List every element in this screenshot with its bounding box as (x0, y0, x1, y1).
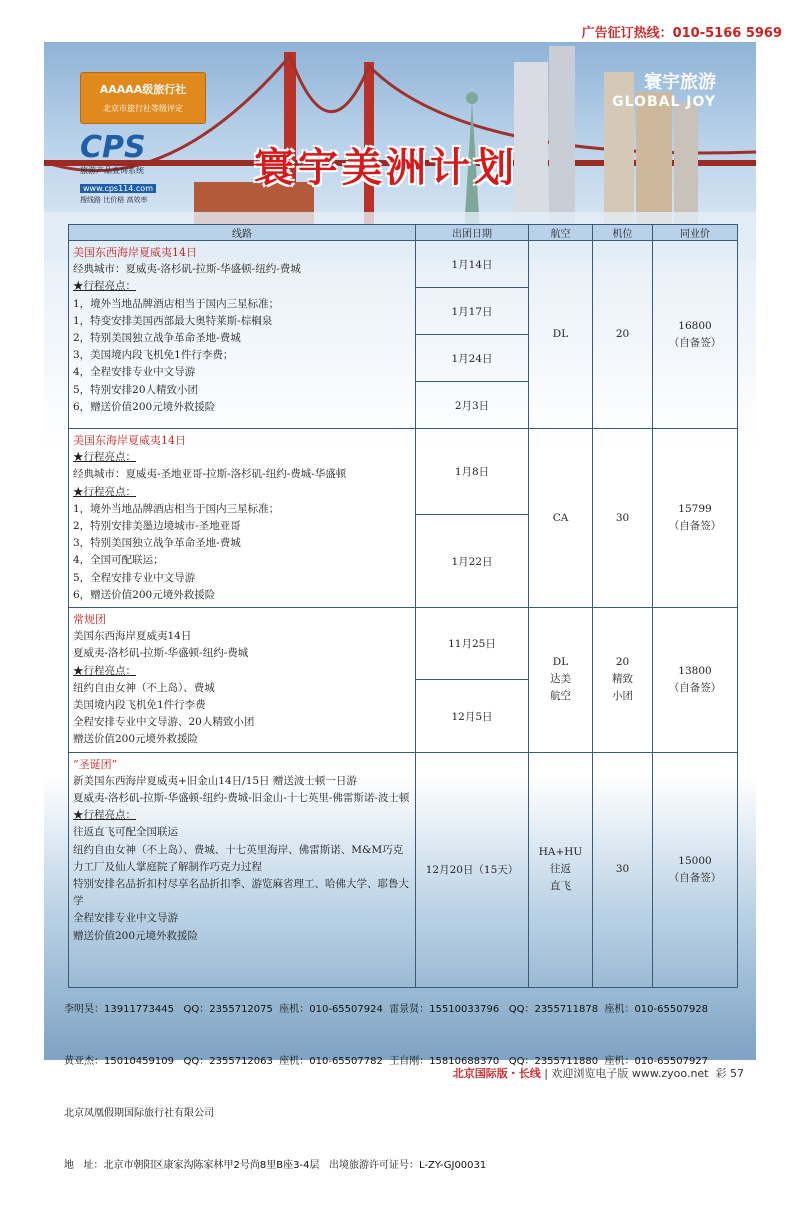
route-line: 美国境内段飞机免1件行李费 (73, 699, 206, 712)
price-cell-line: 13800 (678, 664, 712, 677)
cps-logo (80, 130, 190, 205)
airline-cell (529, 241, 593, 429)
cps-subtitle: 旅游产品查询系统 (80, 166, 144, 175)
airline-cell-line: 达美 (550, 673, 571, 686)
seats-cell (593, 608, 653, 753)
seats-cell-line: 30 (615, 511, 630, 524)
airline-cell-line: DL (552, 656, 569, 669)
table-body (69, 241, 738, 988)
brand-logo (612, 68, 716, 110)
footer-page: 彩 57 (715, 1067, 744, 1080)
price-cell-line: 16800 (678, 319, 712, 332)
route-line: 1，特变安排美国西部最大奥特莱斯-棕榈泉 (73, 314, 273, 327)
price-cell-line: 15000 (678, 854, 712, 867)
route-line: 6，赠送价值200元境外救援险 (73, 400, 216, 413)
route-line: ★行程亮点： (73, 485, 136, 498)
route-line: 3，特别美国独立战争革命圣地-费城 (73, 537, 241, 550)
route-line: 赠送价值200元境外救援险 (73, 929, 199, 942)
route-line: 经典城市：夏威夷-圣地亚哥-拉斯-洛杉矶-纽约-费城-华盛顿 (73, 468, 347, 481)
header-airline: 航空 (529, 225, 593, 241)
brand-name-en: GLOBAL JOY (612, 94, 716, 110)
route-line: 5，全程安排专业中文导游 (73, 571, 196, 584)
seats-cell-line: 精致 (612, 673, 633, 686)
route-line: 4，全程安排专业中文导游 (73, 366, 196, 379)
header-price: 同业价 (653, 225, 738, 241)
price-cell (653, 429, 738, 608)
route-line: 4，全国可配联运； (73, 554, 164, 567)
route-line: ★行程亮点： (73, 664, 136, 677)
airline-cell (529, 429, 593, 608)
footer-text: 欢迎浏览电子版 www.zyoo.net (551, 1067, 709, 1080)
route-line: “圣诞团” (73, 757, 118, 771)
route-line: ★行程亮点： (73, 451, 136, 464)
airline-cell-line: 往返 (550, 863, 571, 876)
price-cell (653, 608, 738, 753)
table-header-row (69, 225, 738, 241)
route-line: 1，境外当地品牌酒店相当于国内三星标准； (73, 502, 280, 515)
airline-cell-line: 直飞 (550, 880, 571, 893)
airline-cell-line: CA (552, 511, 569, 524)
seats-cell (593, 429, 653, 608)
price-cell (653, 752, 738, 987)
departure-date: 12月5日 (416, 680, 529, 752)
itinerary-table (68, 224, 738, 988)
departure-date: 11月25日 (416, 608, 529, 680)
airline-cell (529, 608, 593, 753)
seats-cell-line: 20 (615, 328, 630, 340)
footer-section: 北京国际版・长线 (452, 1067, 541, 1080)
route-line: 6，赠送价值200元境外救援险 (73, 588, 216, 601)
route-line: 全程安排专业中文导游、20人精致小团 (73, 716, 255, 729)
route-line: 经典城市：夏威夷-洛杉矶-拉斯-华盛顿-纽约-费城 (73, 263, 301, 276)
route-line: 常规团 (73, 613, 106, 627)
route-line: 2，特别安排美墨边境城市-圣地亚哥 (73, 520, 241, 533)
route-cell (69, 241, 416, 429)
route-line: 美国东西海岸夏威夷14日 (73, 630, 192, 643)
ad-hotline: 广告征订热线：010-5166 5969 (581, 26, 782, 41)
cps-wordmark: CPS (80, 130, 146, 165)
company-name: 北京凤凰假期国际旅行社有限公司 (64, 1108, 214, 1120)
route-cell (69, 429, 416, 608)
rating-badge (80, 72, 206, 124)
footer-separator: | (540, 1067, 552, 1080)
route-line: 往返直飞可配全国联运 (73, 826, 178, 839)
departure-date: 1月22日 (416, 514, 529, 607)
seats-cell-line: 30 (615, 863, 630, 876)
route-line: 美国东西海岸夏威夷14日 (73, 246, 197, 259)
route-line: 夏威夷-洛杉矶-拉斯-华盛顿-纽约-费城 (73, 647, 249, 660)
seats-cell (593, 752, 653, 987)
table-row (69, 752, 738, 987)
price-cell-line: 15799 (678, 503, 712, 516)
badge-rating: AAAAA级旅行社 (99, 83, 187, 96)
badge-subtitle: 北京市旅行社等级评定 (103, 104, 183, 113)
table-row (69, 608, 738, 680)
page-footer (453, 1065, 744, 1081)
header-date: 出团日期 (416, 225, 529, 241)
departure-date: 1月17日 (416, 288, 529, 335)
airline-cell-line: HA+HU (538, 846, 583, 859)
table-row (69, 241, 738, 288)
route-line: 美国东海岸夏威夷14日 (73, 434, 186, 447)
route-cell (69, 608, 416, 753)
contact-info (64, 966, 754, 1210)
route-line: 1，境外当地品牌酒店相当于国内三星标准； (73, 297, 280, 310)
route-cell (69, 752, 416, 987)
route-line: 赠送价值200元境外救援险 (73, 733, 199, 746)
departure-date: 1月8日 (416, 429, 529, 515)
contact-line: 李明昊：13911773445 QQ：2355712075 座机：010-65507924 雷景贤：15510033796 QQ：2355711878 座机：010-65507928 (64, 1003, 709, 1015)
airline-cell-line: DL (552, 328, 569, 340)
price-cell-line: （自备签） (668, 681, 722, 694)
departure-date: 2月3日 (416, 382, 529, 429)
route-line: 特别安排名品折扣村尽享名品折扣季、游览麻省理工、哈佛大学、耶鲁大学 (73, 878, 409, 908)
departure-date: 1月14日 (416, 241, 529, 288)
route-line: 新美国东西海岸夏威夷+旧金山14日/15日 赠送波士顿一日游 (73, 774, 357, 787)
seats-cell-line: 20 (615, 656, 630, 669)
route-line: ★行程亮点： (73, 280, 136, 293)
header-route: 线路 (69, 225, 416, 241)
price-cell (653, 241, 738, 429)
company-address: 地 址：北京市朝阳区康家沟陈家林甲2号尚8里B座3-4层 出境旅游许可证号：L-ZY-GJ00031 (64, 1160, 487, 1172)
route-line: 3，美国境内段飞机免1件行李费； (73, 349, 234, 362)
departure-date: 1月24日 (416, 335, 529, 382)
brand-name-cn: 寰宇旅游 (644, 72, 716, 93)
route-line: 夏威夷-洛杉矶-拉斯-华盛顿-纽约-费城-旧金山-十七英里-佛雷斯诺-波士顿 (73, 792, 410, 805)
price-cell-line: （自备签） (668, 336, 722, 349)
route-line: ★行程亮点： (73, 809, 136, 822)
route-line: 5，特别安排20人精致小团 (73, 383, 199, 396)
price-cell-line: （自备签） (668, 871, 722, 884)
seats-cell-line: 小团 (612, 690, 633, 703)
airline-cell (529, 752, 593, 987)
route-line: 纽约自由女神（不上岛）、费城 (73, 681, 215, 694)
seats-cell (593, 241, 653, 429)
route-line: 全程安排专业中文导游 (73, 912, 178, 925)
cps-slogan: 搜线路 比价格 高效率 (80, 196, 148, 204)
header-seats: 机位 (593, 225, 653, 241)
airline-cell-line: 航空 (550, 690, 571, 703)
cps-url: www.cps114.com (80, 184, 156, 193)
route-line: 纽约自由女神（不上岛）、费城、十七英里海岸、佛雷斯诺、M&M巧克力工厂及仙人掌庭院了解制作巧克力过程 (73, 843, 404, 873)
contact-line: 黄亚杰：15010459109 QQ：2355712063 座机：010-65507782 王自刚：15810688370 QQ：2355711880 座机：010-65507927 (64, 1056, 709, 1068)
page-title: 寰宇美洲计划 (254, 145, 518, 191)
route-line: 2，特别美国独立战争革命圣地-费城 (73, 332, 241, 345)
departure-date: 12月20日（15天） (416, 752, 529, 987)
table-row (69, 429, 738, 515)
price-cell-line: （自备签） (668, 520, 722, 533)
